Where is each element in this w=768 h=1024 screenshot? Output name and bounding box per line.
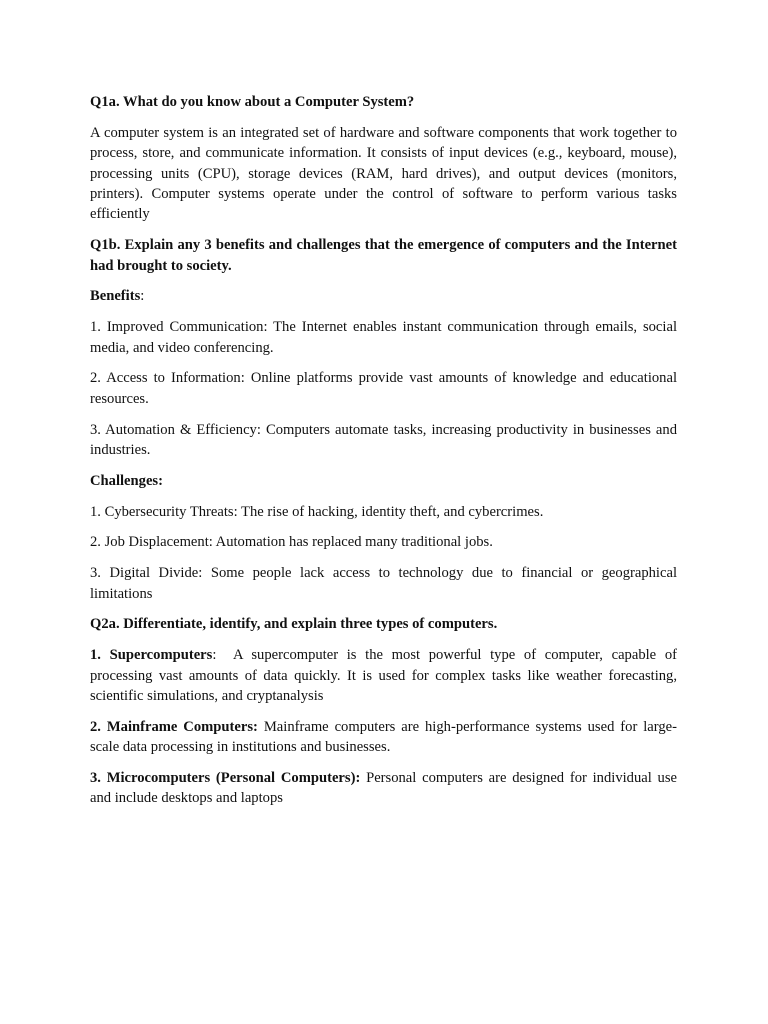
benefit-item-2: 2. Access to Information: Online platforms provide vast amounts of knowledge and educational resources.: [90, 370, 677, 407]
challenges-heading: Challenges:: [90, 472, 163, 489]
q1a-answer: A computer system is an integrated set of hardware and software components that work together to process, store, and communicate information. It consists of input devices (e.g., keyboard, mouse), processing units (CPU), storage devices (RAM, hard drives), and output devices (monitors, printers). Computer systems operate under the control of software to perform various tasks efficiently: [90, 124, 677, 223]
q1b-question: Q1b. Explain any 3 benefits and challenges that the emergence of computers and the Internet had brought to society.: [90, 237, 677, 274]
q1a-question: Q1a. What do you know about a Computer System?: [90, 94, 415, 110]
computer-type-1-sep: :: [212, 647, 233, 664]
document-page: [90, 92, 681, 819]
benefit-item-1: 1. Improved Communication: The Internet enables instant communication through emails, social media, and video conferencing.: [90, 319, 677, 356]
benefits-colon: :: [140, 288, 145, 305]
benefits-heading: Benefits: [90, 288, 141, 305]
computer-type-2-text: Mainframe computers are high-performance systems used for large-scale data processing in institutions and businesses.: [90, 718, 677, 756]
computer-type-3-text: Personal computers are designed for individual use and include desktops and laptops: [90, 770, 681, 807]
computer-type-1-term: 1. Supercomputers: [90, 647, 213, 664]
computer-type-1-text: A supercomputer is the most powerful type of computer, capable of processing vast amounts of data quickly. It is used for complex tasks like weather forecasting, scientific simulations, and cryptanalysis: [90, 647, 681, 705]
challenge-item-3: 3. Digital Divide: Some people lack access to technology due to financial or geographical limitations: [90, 565, 677, 602]
benefit-item-3: 3. Automation & Efficiency: Computers automate tasks, increasing productivity in businesses and industries.: [90, 421, 677, 459]
computer-type-3-term: 3. Microcomputers (Personal Computers):: [90, 770, 361, 787]
challenge-item-1: 1. Cybersecurity Threats: The rise of hacking, identity theft, and cybercrimes.: [90, 503, 544, 520]
q2a-question: Q2a. Differentiate, identify, and explain three types of computers.: [90, 616, 498, 633]
challenge-item-2: 2. Job Displacement: Automation has replaced many traditional jobs.: [90, 534, 493, 551]
computer-type-2-term: 2. Mainframe Computers:: [90, 718, 258, 735]
computer-type-2: [90, 717, 677, 758]
computer-type-1: [90, 645, 681, 706]
benefits-heading-line: [90, 286, 677, 306]
computer-type-3: [90, 768, 681, 809]
